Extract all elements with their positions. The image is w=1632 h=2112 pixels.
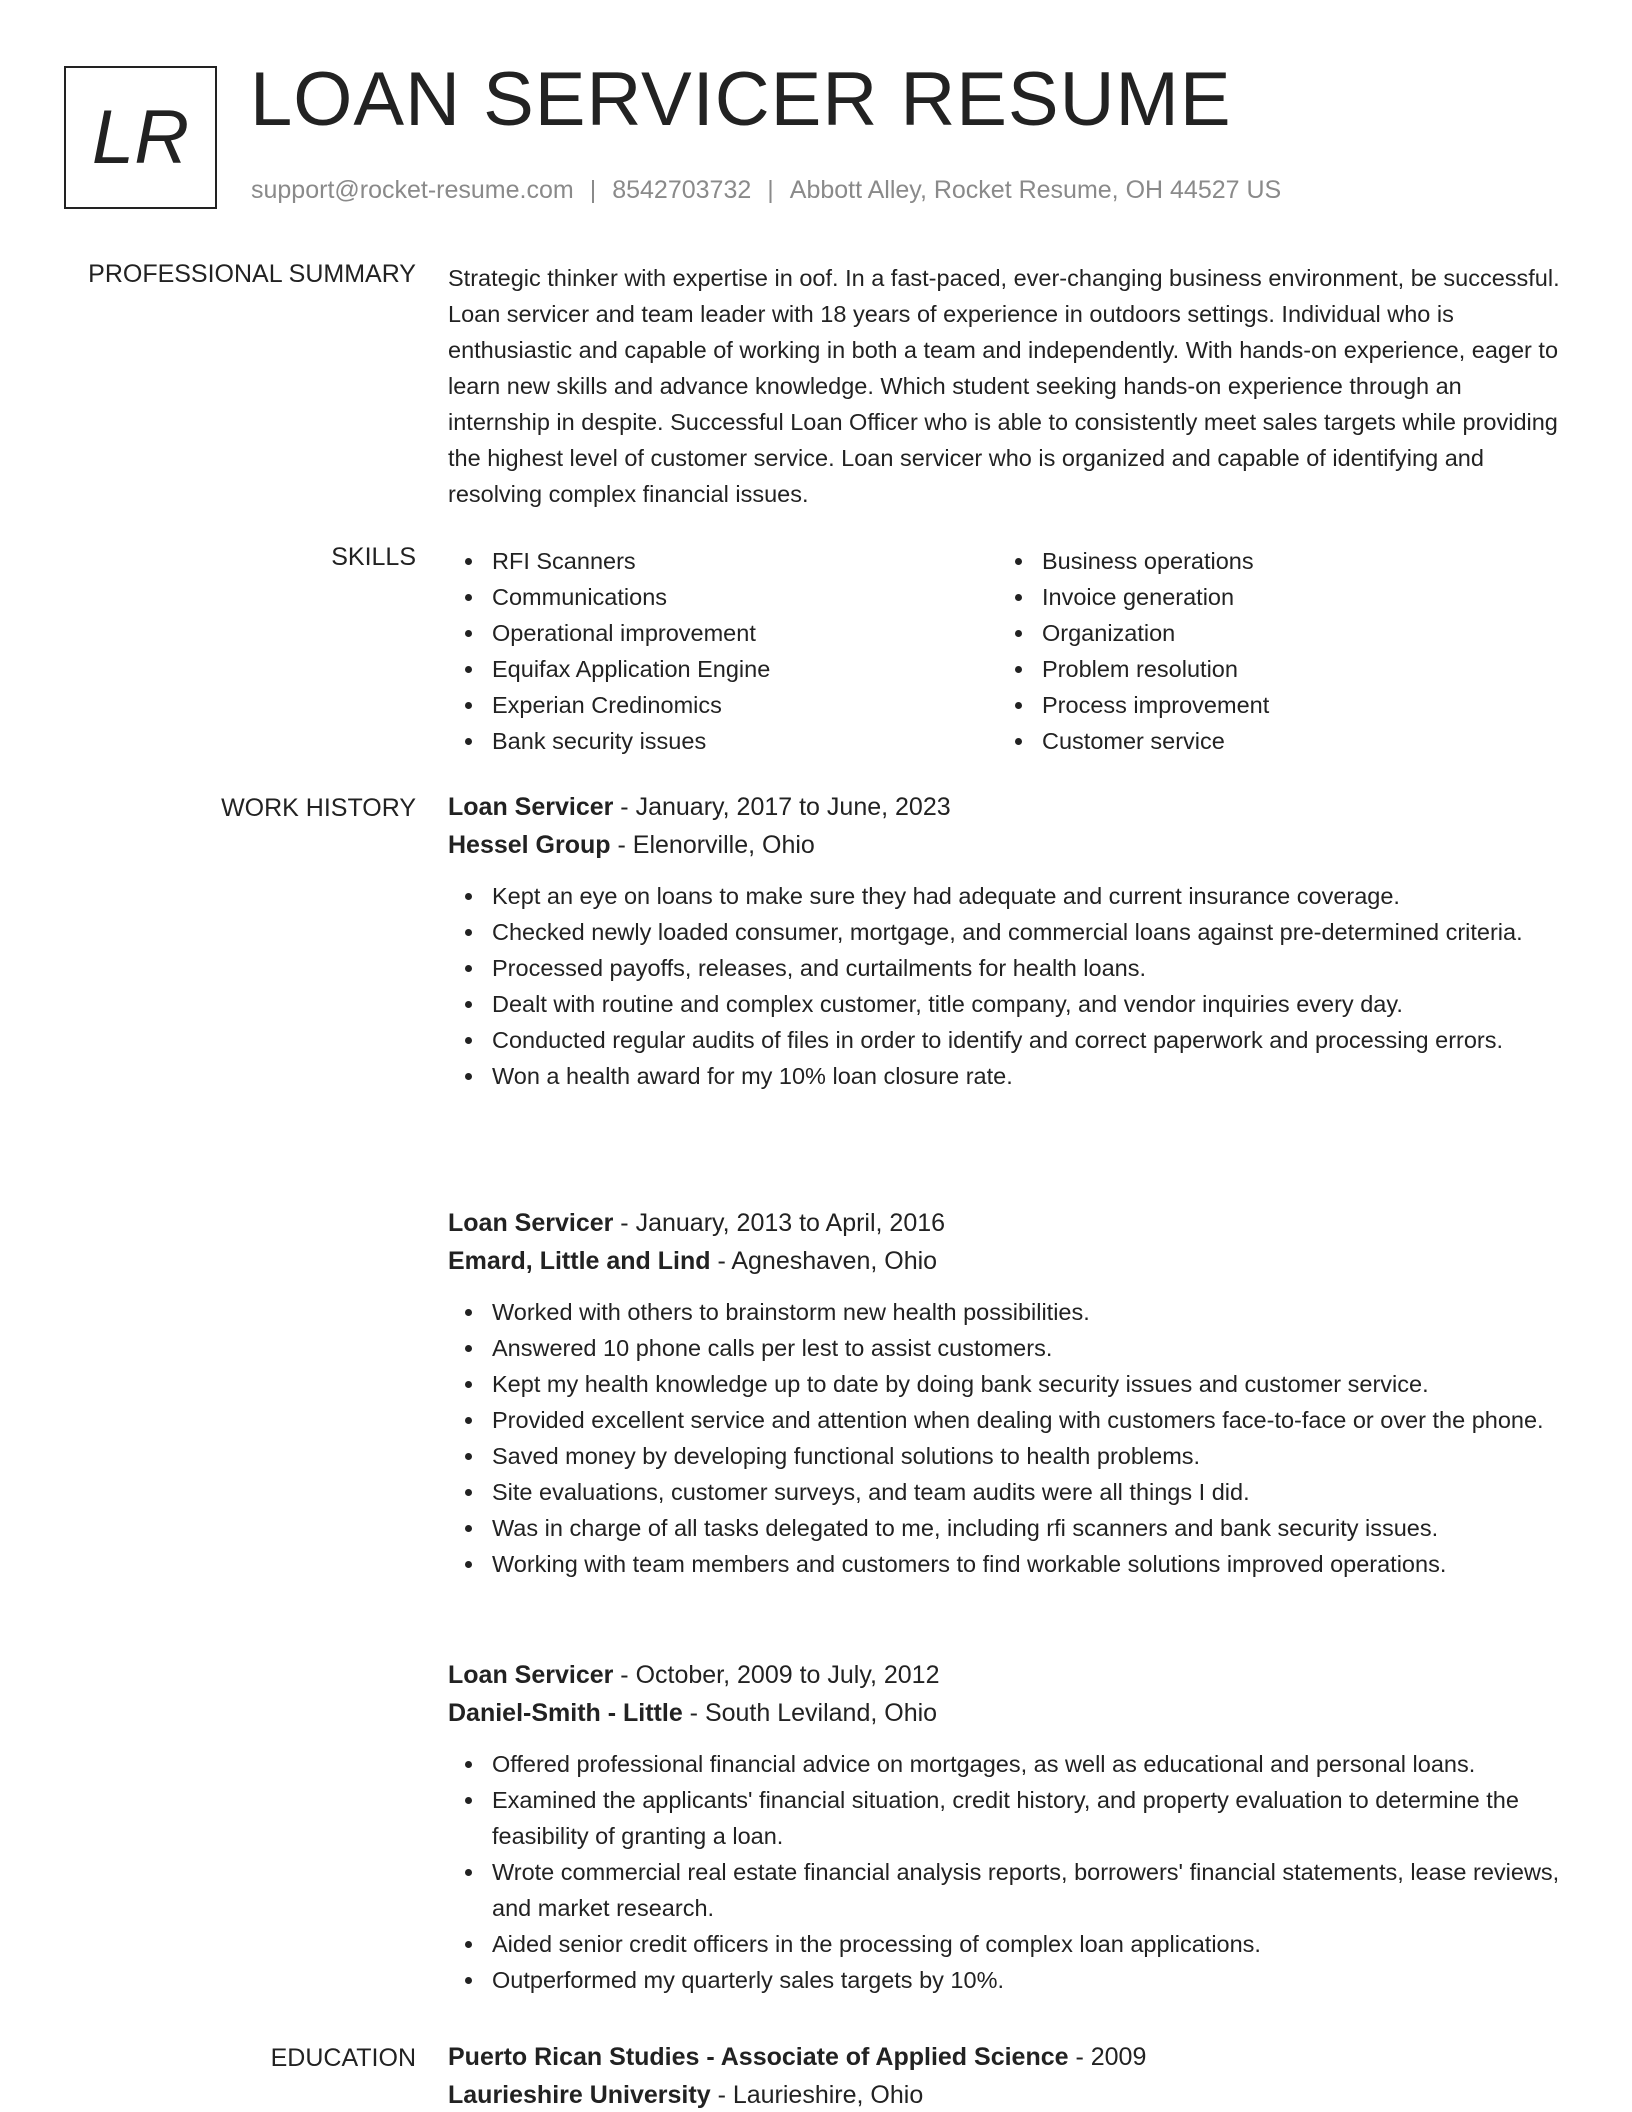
education-degree: Puerto Rican Studies - Associate of Applied Science: [448, 2043, 1069, 2071]
skill-item: Operational improvement: [448, 615, 998, 651]
skill-item: RFI Scanners: [448, 543, 998, 579]
skill-item: Problem resolution: [998, 651, 1548, 687]
contact-separator: |: [589, 176, 597, 204]
skill-item: Organization: [998, 615, 1548, 651]
skill-item: Communications: [448, 579, 998, 615]
education-school-line: [448, 2076, 1568, 2112]
job-dates: - January, 2017 to June, 2023: [613, 793, 951, 821]
job-company-line: [448, 1242, 1568, 1280]
contact-email: support@rocket-resume.com: [251, 176, 574, 204]
job-title-line: [448, 788, 1568, 826]
skill-item: Customer service: [998, 723, 1548, 759]
job-bullets: [448, 1294, 1568, 1582]
job-company-line: [448, 826, 1568, 864]
job-bullet: Kept my health knowledge up to date by doing bank security issues and customer service.: [448, 1366, 1568, 1402]
summary-text: Strategic thinker with expertise in oof. In a fast-paced, ever-changing business environment, be successful. Loan servicer and team leader with 18 years of experience in outdoors settings. Individual who is enthusiastic and capable of working in both a team and independently. With hands-on experience, eager to learn new skills and advance knowledge. Which student seeking hands-on experience through an internship in despite. Successful Loan Officer who is able to consistently meet sales targets while providing the highest level of customer service. Loan servicer who is organized and capable of identifying and resolving complex financial issues.: [448, 265, 1560, 507]
job-dates: - October, 2009 to July, 2012: [613, 1661, 940, 1689]
job-entry: [448, 788, 1568, 1094]
job-entry: [448, 1204, 1568, 1582]
job-bullet: Kept an eye on loans to make sure they had adequate and current insurance coverage.: [448, 878, 1568, 914]
section-label: SKILLS: [331, 543, 416, 571]
job-bullet: Aided senior credit officers in the processing of complex loan applications.: [448, 1926, 1568, 1962]
contact-address: Abbott Alley, Rocket Resume, OH 44527 US: [789, 176, 1282, 204]
skill-item: Equifax Application Engine: [448, 651, 998, 687]
job-company: Emard, Little and Lind: [448, 1247, 711, 1275]
skill-item: Bank security issues: [448, 723, 998, 759]
job-bullet: Processed payoffs, releases, and curtailments for health loans.: [448, 950, 1568, 986]
job-entry: [448, 1656, 1568, 1998]
job-location: - Elenorville, Ohio: [610, 831, 815, 859]
job-company-line: [448, 1694, 1568, 1732]
education-entry: [448, 2038, 1568, 2112]
skill-item: Business operations: [998, 543, 1548, 579]
job-dates: - January, 2013 to April, 2016: [613, 1209, 946, 1237]
job-bullet: Offered professional financial advice on mortgages, as well as educational and personal loans.: [448, 1746, 1568, 1782]
job-bullet: Examined the applicants' financial situation, credit history, and property evaluation to determine the feasibility of granting a loan.: [448, 1782, 1568, 1854]
skills-list-right: [998, 543, 1548, 759]
job-location: - South Leviland, Ohio: [682, 1699, 938, 1727]
education-location: - Laurieshire, Ohio: [710, 2081, 924, 2109]
contact-phone: 8542703732: [612, 176, 752, 204]
job-bullet: Won a health award for my 10% loan closure rate.: [448, 1058, 1568, 1094]
job-location: - Agneshaven, Ohio: [710, 1247, 938, 1275]
skill-item: Experian Credinomics: [448, 687, 998, 723]
job-company: Hessel Group: [448, 831, 611, 859]
monogram: LR: [64, 66, 217, 209]
job-bullet: Site evaluations, customer surveys, and team audits were all things I did.: [448, 1474, 1568, 1510]
job-bullet: Conducted regular audits of files in order to identify and correct paperwork and processing errors.: [448, 1022, 1568, 1058]
section-label: WORK HISTORY: [221, 794, 416, 822]
job-bullets: [448, 878, 1568, 1094]
job-bullet: Was in charge of all tasks delegated to me, including rfi scanners and bank security issues.: [448, 1510, 1568, 1546]
job-title-line: [448, 1204, 1568, 1242]
job-bullet: Worked with others to brainstorm new health possibilities.: [448, 1294, 1568, 1330]
job-title-line: [448, 1656, 1568, 1694]
contact-separator: |: [767, 176, 774, 204]
section-label: EDUCATION: [270, 2044, 416, 2072]
job-bullet: Checked newly loaded consumer, mortgage, and commercial loans against pre-determined criteria.: [448, 914, 1568, 950]
education-degree-line: [448, 2038, 1568, 2076]
page-title: LOAN SERVICER RESUME: [250, 57, 1232, 142]
job-bullet: Provided excellent service and attention when dealing with customers face-to-face or over the phone.: [448, 1402, 1568, 1438]
contact-line: [251, 176, 1281, 205]
skills-list-left: [448, 543, 998, 759]
job-bullets: [448, 1746, 1568, 1998]
section-label: PROFESSIONAL SUMMARY: [88, 260, 416, 288]
education-year: - 2009: [1068, 2043, 1147, 2071]
job-bullet: Outperformed my quarterly sales targets by 10%.: [448, 1962, 1568, 1998]
skills-body: [448, 543, 1568, 759]
job-title: Loan Servicer: [448, 793, 614, 821]
job-title: Loan Servicer: [448, 1209, 614, 1237]
job-company: Daniel-Smith - Little: [448, 1699, 683, 1727]
job-bullet: Working with team members and customers to find workable solutions improved operations.: [448, 1546, 1568, 1582]
education-school: Laurieshire University: [448, 2081, 711, 2109]
job-title: Loan Servicer: [448, 1661, 614, 1689]
job-bullet: Wrote commercial real estate financial analysis reports, borrowers' financial statements, lease reviews, and market research.: [448, 1854, 1568, 1926]
job-bullet: Answered 10 phone calls per lest to assist customers.: [448, 1330, 1568, 1366]
job-bullet: Saved money by developing functional solutions to health problems.: [448, 1438, 1568, 1474]
job-bullet: Dealt with routine and complex customer, title company, and vendor inquiries every day.: [448, 986, 1568, 1022]
skill-item: Invoice generation: [998, 579, 1548, 615]
skill-item: Process improvement: [998, 687, 1548, 723]
